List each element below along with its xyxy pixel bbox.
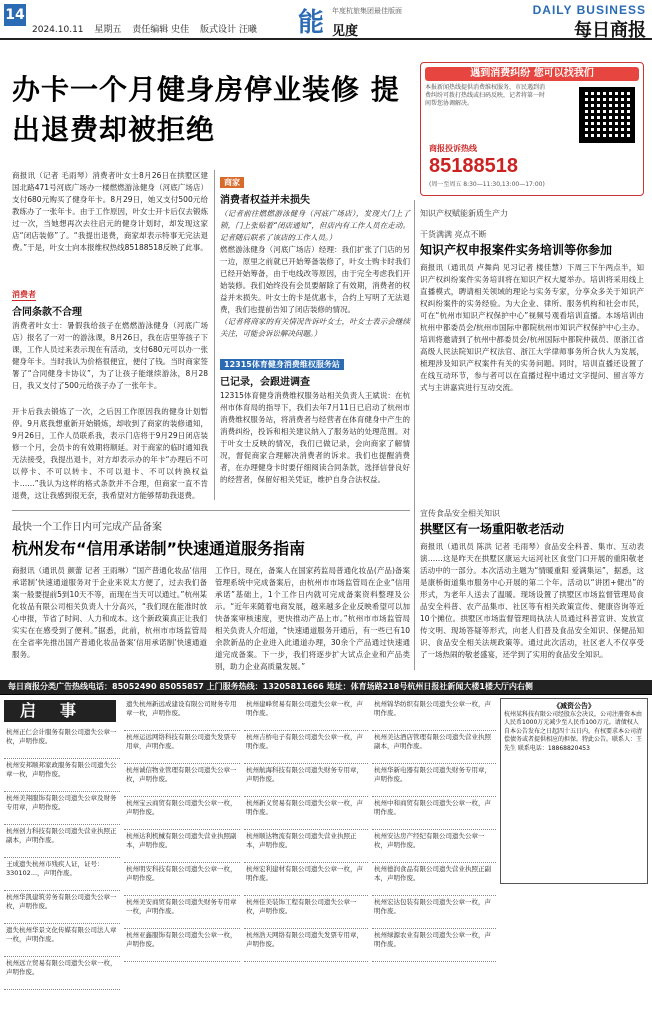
brand-english: DAILY BUSINESS	[532, 3, 646, 17]
ad-item: 杭州浩天网络有限公司遗失发票专用章，声明作废。	[244, 929, 368, 962]
ad-column-3	[244, 698, 368, 1022]
row-divider	[12, 510, 410, 511]
ip-kicker-2: 干货满满 亮点不断	[420, 230, 487, 239]
ad-title: 遇到消费纠纷 您可以找我们	[425, 67, 639, 81]
merchant-paragraph: 燃燃游泳健身（河底广场店）经理：我们扩张了门店的另一边，原里之前就已开始筹备装修了，叶女士购卡时我们已经开始筹备，由于电线改等原因，由于完全考虑我们开始装修。我们始终没有会员要解除了有效期，消费者的权益并未损失。叶女士的卡是优惠卡，合约上写明了无法退费，我们也提前告知了闭店装修的情况。	[220, 245, 410, 314]
merchant-tag: 商家	[220, 177, 244, 188]
capital-reduction-notice	[500, 698, 648, 884]
hotline-ad-box	[420, 62, 644, 196]
ad-item: 杭州顺达物流有限公司遗失营业执照正本，声明作废。	[244, 830, 368, 863]
ad-item: 杭州新义贸易有限公司遗失公章一枚，声明作废。	[244, 797, 368, 830]
elder-kicker: 宣传食品安全相关知识	[420, 509, 500, 518]
article-col-1	[12, 170, 208, 538]
notice-title: 《减资公告》	[553, 702, 595, 710]
ad-item: 杭州创力科技有限公司遗失营业执照正副本，声明作废。	[4, 825, 120, 858]
ad-item: 杭州建峰贸易有限公司遗失公章一枚，声明作废。	[244, 698, 368, 731]
section-name: 见度	[332, 24, 359, 39]
hotline-number: 85188518	[429, 155, 518, 177]
right-column	[420, 208, 644, 673]
article-col-2	[220, 170, 410, 510]
elder-body: 商报讯（通讯员 陈洪 记者 毛雨琴）食品安全科普、集市、互动表演……这是昨天在拱墅区康运大运河社区食堂门口开展的重阳敬老活动中的一部分。本次活动主题为“情暖重阳 爱满集运”，据悉，这是康桥街道集市服务中心开展的第二个年。活动以“讲团+健出”的形式，为老年人送去了温暖。现场设置了拱墅区市场监督管理局食品安全科普、农产品集市、社区等有相关政策宣传、健康咨询等近10个摊位。拱墅区市场监督管理局执法人员通过科普宣讲、发放宣传文明、现场答疑等形式，向老人们普及食品安全知识、保健品知识、食品安全相关法规政策等。通过此次活动，社区老人不仅享受了一场热闹的敬老盛宴，还学到了实用的食品安全知识。	[420, 542, 644, 659]
bottom-col-b: 工作日，现在，备案人在国家药监局普通化妆品(产品)备案管理系统中完成备案后，由杭州市市场监管局在企业“信用承诺”基础上，1个工作日内就可完成备案资料整理及公示。“近年来随着电商发展，越来越多企业反映希望可以加快备案审核速度，更快推动产品上市。”杭州市市场监管局相关负责人介绍道，“快速通道服务开通后，有一些已有10余款新品的企业进入此通道办理，30余个产品通过快速通道完成备案。下一步，我们将逐步扩大试点企业和产品类别，助力企业高质量发展。”	[215, 566, 410, 671]
bottom-kicker: 最快一个工作日内可完成产品备案	[12, 522, 162, 533]
ad-item: 杭州宏达包装有限公司遗失公章一枚，声明作废。	[372, 896, 496, 929]
ad-item: 杭州航海科技有限公司遗失财务专用章，声明作废。	[244, 764, 368, 797]
ad-item: 杭州宝云商贸有限公司遗失公章一枚，声明作废。	[124, 797, 240, 830]
ad-column-1	[4, 726, 120, 1022]
ad-item: 杭州正仁会计服务有限公司遗失公章一枚，声明作废。	[4, 726, 120, 759]
ad-item: 杭州绿源农业有限公司遗失公章一枚，声明作废。	[372, 929, 496, 962]
ad-item: 杭州美翔服饰有限公司遗失公章及财务专用章，声明作废。	[4, 792, 120, 825]
classified-hotline-bar: 每日商报分类广告热线电话：85052490 85055857 上门服务热线：13205811666 地址：体育场路218号杭州日报社新闻大楼1楼大厅内右侧	[0, 680, 652, 694]
ad-item: 杭州锦华纺织有限公司遗失公章一枚，声明作废。	[372, 698, 496, 731]
ad-item: 杭州远立贸易有限公司遗失公章一枚，声明作废。	[4, 957, 120, 990]
bottom-col-a: 商报讯（通讯员 颜蕾 记者 王雨琳）“国产普通化妆品‘信用承诺制’快速通道服务对于企业来说太方便了，过去我们备案一般要提前5到10天不等，而现在当天可以通过。”杭州某化妆品有限公司相关负责人十分高兴，“我们现在能准时放心申报，节省了时间、人力和成本。这个新政策真正让我们实实在在感受到了便利。”据悉，此前，杭州市市场监管局在全省率先推出国产普通化妆品备案‘信用承诺制’快速通道服务。	[12, 566, 207, 659]
ad-item: 王成遗失杭州市残疾人证，证号：330102...，声明作废。	[4, 858, 120, 891]
merchant-title: 消费者权益并未损失	[220, 195, 310, 206]
ad-column-2	[124, 698, 240, 1022]
page-header	[0, 0, 652, 40]
ad-item: 杭州华凯建筑劳务有限公司遗失公章一枚，声明作废。	[4, 891, 120, 924]
ad-item: 杭州吉桥电子有限公司遗失公章一枚，声明作废。	[244, 731, 368, 764]
ad-item: 杭州宏利建材有限公司遗失公章一枚，声明作废。	[244, 863, 368, 896]
hotline-hours: (周一至周五 8:30—11:30,13:00—17:00)	[429, 181, 545, 188]
ad-item: 杭州美安商贸有限公司遗失财务专用章一枚，声明作废。	[124, 896, 240, 929]
column-divider	[414, 200, 415, 670]
brand-chinese: 每日商报	[574, 20, 646, 41]
service-station-tag: 12315体育健身消费维权服务站	[220, 359, 344, 370]
station-paragraph: 12315体育健身消费维权服务站相关负责人王斌说：在杭州市体育局的指导下，我们去年7月11日已启动了杭州市消费维权服务站，将消费者与经营者在体育健身中产生的消费纠纷，投诉和相关建议纳入了服务站的处理范围。对于叶女士反映的情况，我们已做记录，会向商家了解情况，督促商家合理解决消费者的诉求。我们也提醒消费者，在办理健身卡时要仔细阅读合同条款，选择信誉良好的经营者，保留好相关凭证，维护自身合法权益。	[220, 391, 410, 484]
ad-item: 杭州美达酒店管理有限公司遗失营业执照副本，声明作废。	[372, 731, 496, 764]
ip-kicker: 知识产权赋能新质生产力	[420, 209, 508, 218]
issue-meta	[32, 22, 265, 35]
issue-date: 2024.10.11	[32, 25, 84, 35]
classified-heading: 启事	[4, 700, 116, 722]
main-headline: 办卡一个月健身房停业装修 提出退费却被拒绝	[12, 73, 400, 146]
ad-item: 杭州安达房产经纪有限公司遗失公章一枚，声明作废。	[372, 830, 496, 863]
merchant-note: （记者将商家的有关情况告诉叶女士，叶女士表示会继续关注，可能会诉讼解决问题。）	[220, 317, 410, 338]
qr-code-icon	[579, 87, 635, 143]
consumer-paragraph-2: 开卡后我去锻炼了一次，之后因工作原因我的健身计划暂停。9月底我想重新开始锻炼，却收到了商家的装修通知，9月26日，工作人员联系我，表示门店将于9月29日闭店装修一个月，会员卡的有效期将顺延。对于商家的临时通知我无法接受，我提出退卡，对方却表示办的年卡“办理后不可以停卡、不可以转卡、不可以退卡、不可以转换权益卡……”我认为这样的格式条款并不合理，但商家一直不肯退费，这让我感到很无奈，我希望对方能够帮助我退费。	[12, 407, 208, 500]
article-lead: 商报讯（记者 毛雨琴）消费者叶女士8月26日在拱墅区建国北路471号河底广场办一楼燃燃游泳健身（河底广场店）支付680元购买了健身年卡。8月29日，她又支付500元给教练办了一张年卡。由于工作原因，叶女士开卡后仅去锻炼过一次，当她想再次去往启元的健身计划时，却发现这家店“闭店装修”了。“我提出退费，商家却表示特事无完法退费。”于是，叶女士向本报维权热线85188518反映了此事。	[12, 171, 208, 252]
ad-item: 杭州达利机械有限公司遗失营业执照副本，声明作废。	[124, 830, 240, 863]
column-divider	[214, 170, 215, 500]
ad-column-4	[372, 698, 496, 1022]
ad-item: 杭州佳美装饰工程有限公司遗失公章一枚，声明作废。	[244, 896, 368, 929]
ad-item: 杭州安邦顺邦家政服务有限公司遗失公章一枚，声明作废。	[4, 759, 120, 792]
hotline-label: 商报投诉热线	[429, 144, 477, 153]
ad-item: 杭州华新电器有限公司遗失财务专用章，声明作废。	[372, 764, 496, 797]
ad-item: 杭州中和商贸有限公司遗失公章一枚，声明作废。	[372, 797, 496, 830]
ip-body: 商报讯（通讯员 卢舞尚 见习记者 楼佳慧）下周三下午两点半，知识产权纠纷案件实务培训将在知识产权大厦举办。培训将采用线上直播模式，聘请相关领域的理论与实务专家，分享众多关于知识产权纠纷案件的实务经验。为大企业、律所、服务机构和社会市民，可在“杭州市知识产权保护中心”视频号观看培训直播。本场培训由杭州中都委员会/杭州市国际中都院杭州市知识产权保护中心主办。培训将邀请到了杭州中都委员会/杭州国际中都院仲裁员、原浙江省高级人民法院知识产权法官、浙江大学律师事务所合伙人为发展，梳理涉及知识产权案件有关的实务问题。同时，培训直播还设置了在线互动环节，参与者可以在直播过程中通过文字提问、留言等方式与主讲嘉宾进行互动交流。	[420, 263, 644, 392]
ad-item: 遗失杭州新远成建设有限公司财务专用章一枚，声明作废。	[124, 698, 240, 731]
consumer-paragraph-1: 消费者叶女士：暑假我给孩子在燃燃游泳健身（河底广场店）报名了一对一的游泳课，8月26日，我在店里等孩子下课，工作人员过来表示现在有活动，支付680元可以办一张健身年卡。当时我认为价格很便宜，便付了钱。当时商家签署了“合同健身卡协议”，为了让孩子能继续游泳，8月28日，我又支付了500元给孩子办了一张年卡。	[12, 321, 208, 390]
page-number: 14	[4, 4, 26, 26]
sub-label-consumer: 消费者	[12, 290, 36, 299]
bottom-article	[12, 518, 410, 671]
notice-body: 杭州某科技有限公司经股东会决议，公司注册资本由人民币1000万元减少至人民币100万元。请债权人自本公告发布之日起四十五日内，有权要求本公司清偿债务或者提供相应的担保。特此公告。联系人：王先生 联系电话：18868820453	[504, 710, 643, 752]
elder-title: 拱墅区有一场重阳敬老活动	[420, 522, 565, 536]
station-title: 已记录，会跟进调查	[220, 377, 310, 388]
sub-title-consumer: 合同条款不合理	[12, 307, 82, 318]
ip-title: 知识产权申报案件实务培训等你参加	[420, 243, 613, 257]
ad-item: 杭州明安科技有限公司遗失公章一枚，声明作废。	[124, 863, 240, 896]
ad-item: 杭州亚鑫服饰有限公司遗失公章一枚，声明作废。	[124, 929, 240, 962]
ad-text: 本报新闻热线提供消费维权服务，市民遇到消费纠纷可拨打热线或扫码反映，记者将第一时间帮您协调解决。	[425, 84, 546, 107]
ad-item: 杭州运远网络科技有限公司遗失发票专用章，声明作废。	[124, 731, 240, 764]
ad-item: 遗失杭州华景文化传媒有限公司法人章一枚，声明作废。	[4, 924, 120, 957]
section-logo: 能	[298, 8, 325, 38]
issue-editor: 责任编辑 史佳	[132, 25, 190, 35]
issue-designer: 版式设计 汪曦	[200, 25, 257, 35]
ad-item: 杭州诚信物业管理有限公司遗失公章一枚，声明作废。	[124, 764, 240, 797]
section-sub: 年度杭旅集团最佳版面	[332, 7, 402, 15]
issue-weekday: 星期五	[94, 25, 122, 35]
merchant-quote: （记者前往燃燃游泳健身（河底广场店），发现大门上了锁，门上张贴着“闭店通知”，但店内有工作人员在走动。记者随后联系了该店的工作人员。）	[220, 209, 410, 242]
ad-item: 杭州德润食品有限公司遗失营业执照正副本，声明作废。	[372, 863, 496, 896]
bottom-title: 杭州发布“信用承诺制”快速通道服务指南	[12, 539, 306, 558]
